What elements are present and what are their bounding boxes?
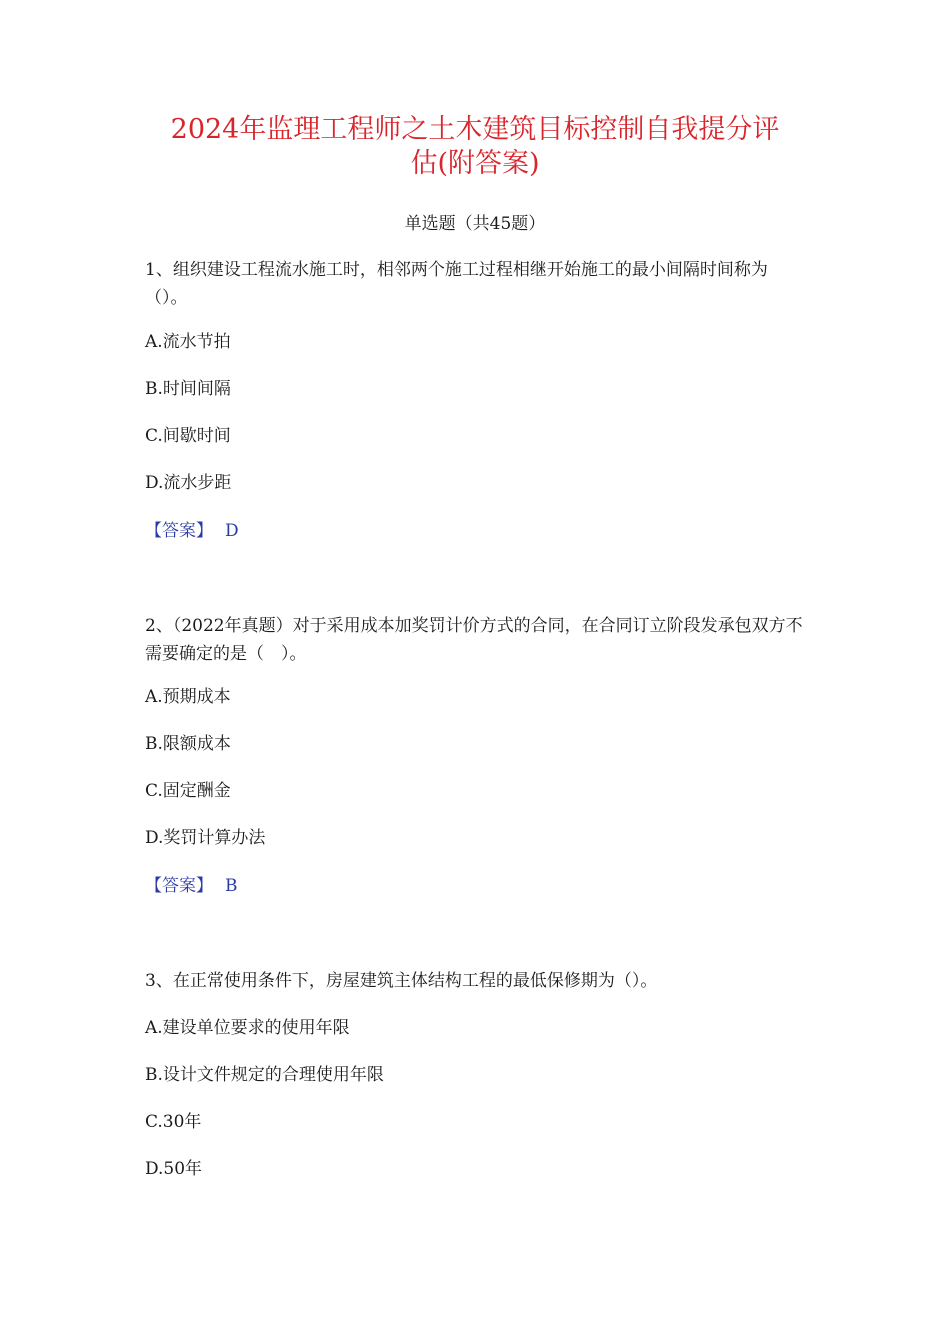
question-1-option-c: C.间歇时间 bbox=[145, 426, 231, 446]
question-1-stem: 1、组织建设工程流水施工时，相邻两个施工过程相继开始施工的最小间隔时间称为（）。 bbox=[145, 260, 768, 308]
page-title-line-1: 2024年监理工程师之土木建筑目标控制自我提分评 bbox=[170, 114, 780, 145]
question-1-option-b: B.时间间隔 bbox=[145, 379, 231, 399]
question-3-option-a: A.建设单位要求的使用年限 bbox=[145, 1018, 350, 1038]
question-2-option-c: C.固定酬金 bbox=[145, 781, 231, 801]
question-3-option-c: C.30年 bbox=[145, 1112, 202, 1132]
answer-label: 【答案】 bbox=[145, 521, 213, 541]
question-2-option-a: A.预期成本 bbox=[145, 687, 231, 707]
question-1-option-d: D.流水步距 bbox=[145, 473, 232, 493]
question-3-option-b: B.设计文件规定的合理使用年限 bbox=[145, 1065, 384, 1085]
question-3-stem: 3、在正常使用条件下，房屋建筑主体结构工程的最低保修期为（）。 bbox=[145, 971, 658, 991]
section-heading: 单选题（共45题） bbox=[404, 214, 546, 234]
question-2-stem: 2、（2022年真题）对于采用成本加奖罚计价方式的合同，在合同订立阶段发承包双方不需要确定的是（ ）。 bbox=[145, 616, 803, 664]
page-title-line-2: 估(附答案) bbox=[410, 148, 540, 179]
question-1-answer bbox=[145, 519, 239, 543]
question-3-option-d: D.50年 bbox=[145, 1159, 203, 1179]
question-2-option-d: D.奖罚计算办法 bbox=[145, 828, 266, 848]
question-1-option-a: A.流水节拍 bbox=[145, 332, 231, 352]
answer-value: D bbox=[225, 521, 239, 541]
answer-value: B bbox=[225, 876, 238, 896]
question-2-option-b: B.限额成本 bbox=[145, 734, 231, 754]
question-2-answer bbox=[145, 874, 238, 898]
answer-label: 【答案】 bbox=[145, 876, 213, 896]
